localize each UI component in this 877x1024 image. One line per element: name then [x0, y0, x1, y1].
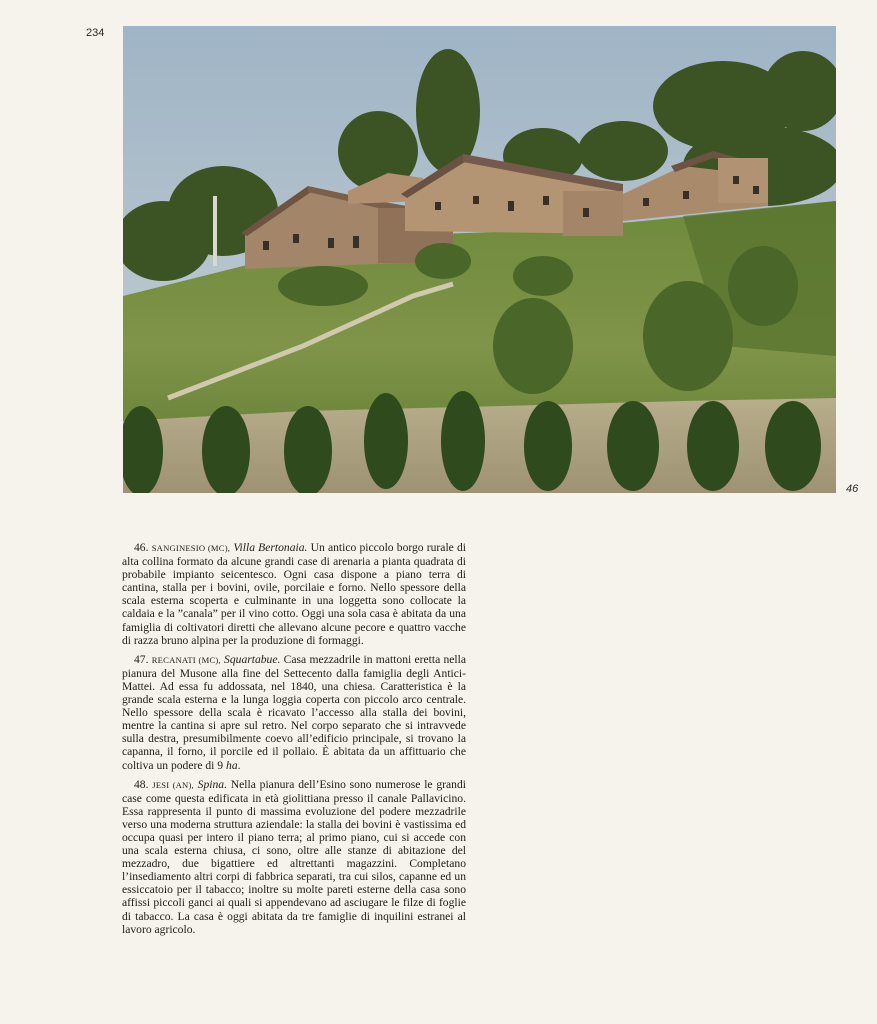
caption-title: Spina. [197, 777, 227, 791]
caption-text: Nella pianura dell’Esino sono numerose le grandi case come questa edificata in età giolittiana presso il canale Pallavicino. Essa rappresenta il punto di massima evoluzione del podere mezzadrile verso una moderna struttura aziendale: la stalla dei bovini è vastissima ed occupa quasi per intero il piano terra; al primo piano, cui si accede con una scala esterna chiusa, ci sono, oltre alle stanze di abitazione del mezzadro, due bigattiere ed altrettanti magazzini. Completano l’insediamento altri corpi di fabbrica separati, tra cui silos, capanne ed un essiccatoio per il tabacco; inoltre su molte pareti esterne della casa sono affissi piccoli ganci ai quali si appendevano ad asciugare le filze di foglie di tabacco. La casa è oggi abitata da tre famiglie di inquilini estranei al lavoro agricolo. [122, 777, 466, 936]
plate-number: 46 [846, 483, 859, 495]
caption-end: . [237, 758, 241, 772]
caption-number: 48. [134, 777, 149, 791]
caption-47 [122, 653, 466, 772]
caption-title: Squartabue. [224, 652, 281, 666]
caption-place: SANGINESIO (MC), [151, 543, 231, 553]
caption-unit: ha [226, 758, 238, 772]
caption-46 [122, 541, 466, 647]
photo-illustration [123, 26, 836, 493]
photograph-villa-bertonaia [123, 26, 836, 493]
caption-number: 46. [134, 541, 149, 554]
caption-place: RECANATI (MC), [151, 654, 221, 665]
page-number: 234 [86, 27, 105, 39]
vine-rows [123, 391, 821, 493]
caption-text: Un antico piccolo borgo rurale di alta collina formato da alcune grandi case di arenaria a pianta quadrata di probabile impianto seicentesco. Ogni casa dispone a piano terra di cantina, stalla per i bovini, ovile, porcilaie e forno. Nello spessore della scala esterna scoperta e culminante in una loggetta sono collocate la caldaia e la ”canala” per il vino cotto. Oggi una sola casa è abitata da una famiglia di coltivatori diretti che allevano alcune pecore e quattro vacche di razza bruno alpina per la produzione di formaggi. [122, 541, 467, 647]
caption-place: JESI (AN), [152, 779, 194, 790]
caption-48 [122, 778, 466, 936]
caption-title: Villa Bertonaia. [233, 541, 308, 554]
caption-number: 47. [134, 652, 149, 666]
captions [122, 541, 466, 942]
caption-text: Casa mezzadrile in mattoni eretta nella pianura del Musone alla fine del Settecento dalla famiglia degli Antici-Mattei. Ad essa fu addossata, nel 1840, una chiesa. Caratteristica è la grande scala esterna e la lunga loggia coperta con piccolo arco centrale. Nello spessore della scala è ricavato l’accesso alla stalla dei bovini, mentre la cantina si apre sul retro. Nel corpo separato che si intravvede sulla destra, presumibilmente coevo all’edificio principale, si trovano la capanna, il forno, il porcile ed il pollaio. È abitata da un affittuario che coltiva un podere di 9 [122, 652, 466, 772]
